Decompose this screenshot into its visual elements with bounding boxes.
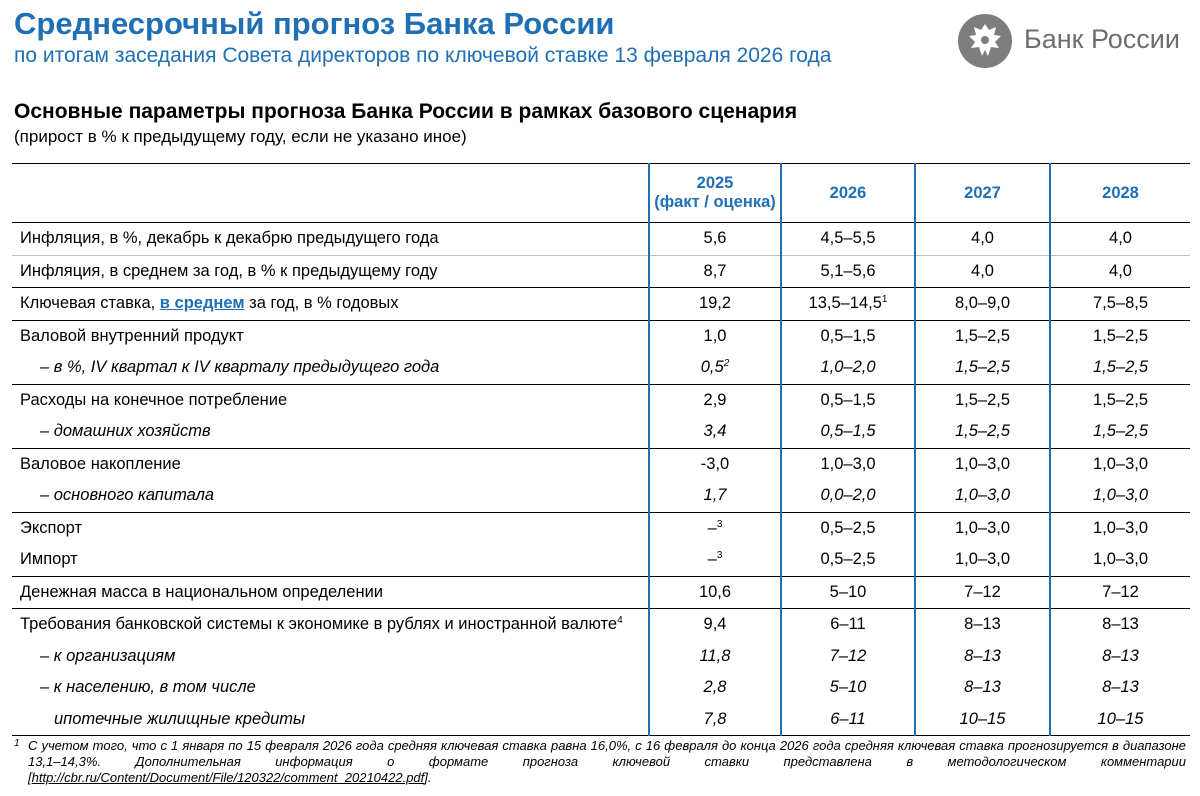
header-label-cell <box>12 164 649 223</box>
row-label: Инфляция, в %, декабрь к декабрю предыдущего года <box>12 223 649 256</box>
page-subtitle: по итогам заседания Совета директоров по ключевой ставке 13 февраля 2026 года <box>14 44 832 67</box>
row-label-part: Ключевая ставка, <box>20 294 160 313</box>
row-label: Валовой внутренний продукт <box>20 326 244 345</box>
cell-2025 <box>649 512 781 544</box>
row-label: – домашних хозяйств <box>12 416 649 448</box>
row-label <box>12 288 649 321</box>
cell-2027: 1,0–3,0 <box>915 544 1050 576</box>
table-row <box>12 609 1190 641</box>
cell-2026: 5–10 <box>781 576 915 609</box>
cell-2027: 1,5–2,5 <box>915 320 1050 352</box>
footnote-mark: 3 <box>716 518 723 530</box>
row-label: Инфляция, в среднем за год, в % к предыдущему году <box>12 255 649 288</box>
table-row <box>12 448 1190 480</box>
header-2028: 2028 <box>1050 164 1190 223</box>
bank-logo <box>958 14 1188 68</box>
table-row <box>12 672 1190 704</box>
table-row <box>12 544 1190 576</box>
cell-2028: 1,5–2,5 <box>1050 384 1190 416</box>
cell-value: – <box>707 550 717 569</box>
cell-value: – <box>707 518 717 537</box>
cell-2026: 0,5–2,5 <box>781 544 915 576</box>
table-row <box>12 641 1190 673</box>
row-label <box>12 609 649 641</box>
table-row <box>12 416 1190 448</box>
cell-2026: 0,5–2,5 <box>781 512 915 544</box>
footnote-mark: 4 <box>617 615 623 627</box>
footnote-mark: 1 <box>881 294 888 306</box>
cell-2025: 2,9 <box>649 384 781 416</box>
cell-2025: 19,2 <box>649 288 781 321</box>
header-2027: 2027 <box>915 164 1050 223</box>
row-label: Экспорт <box>20 518 82 537</box>
cell-2027: 1,0–3,0 <box>915 448 1050 480</box>
cell-2028: 4,0 <box>1050 255 1190 288</box>
cell-2025: 9,4 <box>649 609 781 641</box>
cell-2028: 1,0–3,0 <box>1050 544 1190 576</box>
header-2025-year: 2025 <box>696 174 734 192</box>
cell-2026: 0,5–1,5 <box>781 320 915 352</box>
footnote <box>14 738 1186 786</box>
cell-2028: 1,5–2,5 <box>1050 320 1190 352</box>
row-label: – к организациям <box>40 646 176 665</box>
section-title: Основные параметры прогноза Банка России в рамках базового сценария <box>14 100 798 123</box>
cell-2025 <box>649 352 781 384</box>
logo-text: Банк России <box>1024 24 1180 54</box>
row-label: Импорт <box>12 544 649 576</box>
cell-2026: 0,5–1,5 <box>781 384 915 416</box>
cell-2027: 8,0–9,0 <box>915 288 1050 321</box>
table-row <box>12 704 1190 736</box>
cell-value: 13,5–14,5 <box>808 294 882 313</box>
cell-2026: 5,1–5,6 <box>781 255 915 288</box>
cell-2027: 1,0–3,0 <box>915 512 1050 544</box>
cell-2026: 4,5–5,5 <box>781 223 915 256</box>
cell-2027: 8–13 <box>915 641 1050 673</box>
cell-2028: 8–13 <box>1050 609 1190 641</box>
cell-2025: 10,6 <box>649 576 781 609</box>
footnote-number: 1 <box>14 738 20 749</box>
row-label: Денежная масса в национальном определении <box>12 576 649 609</box>
cell-2027: 7–12 <box>915 576 1050 609</box>
page-title: Среднесрочный прогноз Банка России <box>14 6 615 41</box>
cell-2028: 8–13 <box>1050 672 1190 704</box>
cell-2025: 7,8 <box>649 704 781 736</box>
cell-2028: 1,0–3,0 <box>1050 480 1190 512</box>
cell-2026: 0,5–1,5 <box>781 416 915 448</box>
cell-2025: 8,7 <box>649 255 781 288</box>
table-row <box>12 576 1190 609</box>
cell-2027: 1,5–2,5 <box>915 416 1050 448</box>
cell-2028: 1,0–3,0 <box>1050 448 1190 480</box>
cell-2026: 6–11 <box>781 609 915 641</box>
cell-value: 0,5 <box>700 358 724 377</box>
table-row <box>12 288 1190 321</box>
table-row <box>12 320 1190 352</box>
table-row <box>12 384 1190 416</box>
methodology-link[interactable]: http://cbr.ru/Content/Document/File/120322/comment_20210422.pdf <box>31 770 425 785</box>
cell-2028: 7,5–8,5 <box>1050 288 1190 321</box>
header-2025 <box>649 164 781 223</box>
cell-2028: 1,5–2,5 <box>1050 352 1190 384</box>
cell-2026: 6–11 <box>781 704 915 736</box>
cell-2028: 4,0 <box>1050 223 1190 256</box>
row-label: ипотечные жилищные кредиты <box>12 704 649 736</box>
forecast-table <box>12 163 1190 736</box>
table-header-row <box>12 164 1190 223</box>
cell-2025: 11,8 <box>649 641 781 673</box>
cell-2025 <box>649 544 781 576</box>
cell-2025: -3,0 <box>649 448 781 480</box>
footnote-mark: 2 <box>723 358 730 370</box>
cell-2025: 1,0 <box>649 320 781 352</box>
cell-2028: 7–12 <box>1050 576 1190 609</box>
cell-2025: 1,7 <box>649 480 781 512</box>
average-link[interactable]: в среднем <box>159 294 245 313</box>
cell-2026 <box>781 288 915 321</box>
row-label: – к населению, в том числе <box>40 678 256 697</box>
cell-2025: 3,4 <box>649 416 781 448</box>
footnote-tail: ]. <box>424 770 432 785</box>
footnote-mark: 3 <box>716 550 723 562</box>
cell-2027: 10–15 <box>915 704 1050 736</box>
cell-2026: 0,0–2,0 <box>781 480 915 512</box>
cell-2027: 1,5–2,5 <box>915 384 1050 416</box>
footnote-text <box>28 738 1186 786</box>
row-label-part: за год, в % годовых <box>244 294 399 313</box>
cell-2026: 5–10 <box>781 672 915 704</box>
cell-2027: 8–13 <box>915 672 1050 704</box>
cell-2027: 1,0–3,0 <box>915 480 1050 512</box>
footnote-body: С учетом того, что с 1 января по 15 февраля 2026 года средняя ключевая ставка равна 16,0%, с 16 февраля до конца 2026 года средняя ключевая ставка прогнозируется в диапазоне 13,1–14,3%. Дополнительная информация о формате прогноза ключевой ставки представлена в методологическом комментарии [ <box>28 738 1186 785</box>
table-row <box>12 480 1190 512</box>
cell-2028: 8–13 <box>1050 641 1190 673</box>
cell-2027: 4,0 <box>915 255 1050 288</box>
row-label: – основного капитала <box>12 480 649 512</box>
cell-2025: 2,8 <box>649 672 781 704</box>
cell-2026: 1,0–2,0 <box>781 352 915 384</box>
header-2026: 2026 <box>781 164 915 223</box>
table-row <box>12 352 1190 384</box>
row-label-text: Требования банковской системы к экономике в рублях и иностранной валюте <box>20 615 618 634</box>
row-label: – в %, IV квартал к IV кварталу предыдущего года <box>12 352 649 384</box>
header-2025-note: (факт / оценка) <box>654 193 776 211</box>
cell-2027: 8–13 <box>915 609 1050 641</box>
cell-2027: 1,5–2,5 <box>915 352 1050 384</box>
row-label: Валовое накопление <box>20 454 181 473</box>
table-row <box>12 223 1190 256</box>
cell-2026: 1,0–3,0 <box>781 448 915 480</box>
table-row <box>12 512 1190 544</box>
cell-2028: 10–15 <box>1050 704 1190 736</box>
section-subtitle: (прирост в % к предыдущему году, если не указано иное) <box>14 127 467 146</box>
cell-2027: 4,0 <box>915 223 1050 256</box>
row-label: Расходы на конечное потребление <box>20 390 288 409</box>
cell-2025: 5,6 <box>649 223 781 256</box>
table-row <box>12 255 1190 288</box>
eagle-emblem-icon <box>958 14 1012 68</box>
cell-2028: 1,5–2,5 <box>1050 416 1190 448</box>
cell-2026: 7–12 <box>781 641 915 673</box>
cell-2028: 1,0–3,0 <box>1050 512 1190 544</box>
